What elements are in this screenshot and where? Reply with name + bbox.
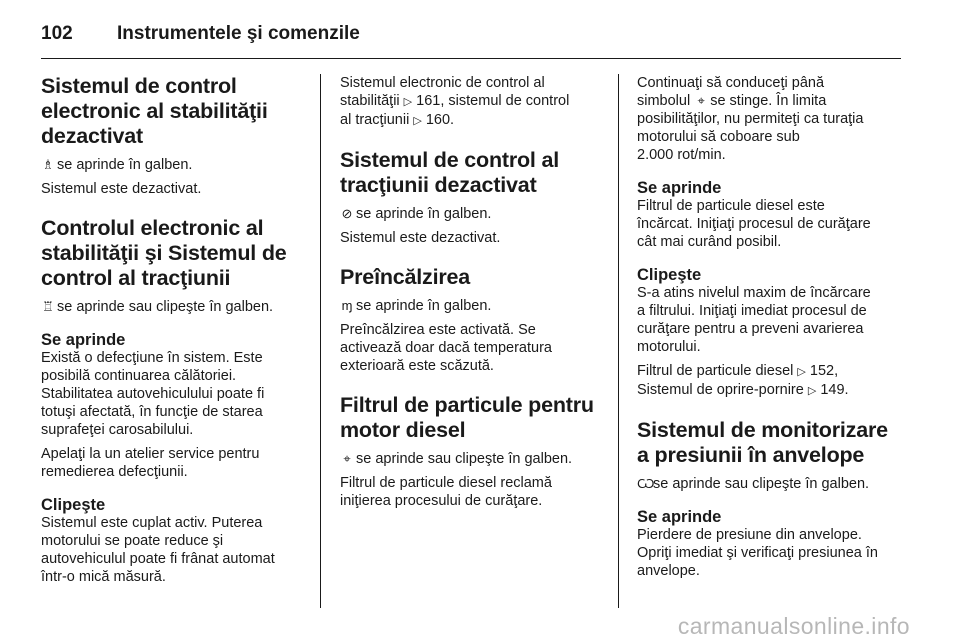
- page-header: [41, 14, 360, 54]
- dpf-icon: ⌖: [697, 93, 705, 108]
- subheading-lit: Se aprinde: [637, 179, 722, 197]
- preheat-icon: ɱ: [341, 298, 353, 313]
- column-1: [41, 74, 306, 592]
- stability-refs-text: Sistemul electronic de control al stabilităţii ▷ 161, sistemul de control al tracţiunii ▷ 160.: [340, 75, 570, 128]
- column-divider-1: [320, 74, 321, 608]
- lit-text: Există o defecţiune în sistem. Este posibilă continuarea călătoriei. Stabilitatea autovehiculului poate fi totuşi afectată, în funcţie de starea suprafeţei carosabilului.: [41, 350, 265, 438]
- tpms-lit-text: Pierdere de presiune din anvelope. Opriţi imediat şi verificaţi presiunea în anvelope.: [637, 527, 878, 579]
- dpf-info-text: Filtrul de particule diesel reclamă iniţierea procesului de curăţare.: [340, 475, 552, 509]
- page-title: Instrumentele şi comenzile: [117, 23, 360, 44]
- dpf-refs-text: Filtrul de particule diesel ▷ 152, Sistemul de oprire-pornire ▷ 149.: [637, 363, 849, 398]
- continue-driving-text: Continuaţi să conduceţi până simbolul ⌖ se stinge. În limita posibilităţilor, nu permiteţi ca turaţia motorului să coboare sub 2.000 rot/min.: [637, 75, 864, 163]
- dpf-blink-text: S-a atins nivelul maxim de încărcare a filtrului. Iniţiaţi imediat procesul de curăţare pentru a preveni avarierea motorului.: [637, 285, 871, 355]
- header-rule: [41, 58, 901, 59]
- tpms-icon: Ѡ: [637, 476, 655, 491]
- page-ref-arrow-icon: ▷: [403, 96, 413, 108]
- esc-off-icon: ♗: [42, 157, 54, 172]
- page-ref-arrow-icon: ▷: [797, 366, 806, 378]
- column-3: [637, 74, 905, 586]
- column-2: [340, 74, 608, 516]
- service-text: Apelaţi la un atelier service pentru remedierea defecţiunii.: [41, 446, 260, 480]
- tc-off-lamp-text: ⊘ se aprinde în galben.: [341, 206, 492, 222]
- blink-text: Sistemul este cuplat activ. Puterea motorului se poate reduce şi autovehiculul poate fi frânat automat într-o mică măsură.: [41, 515, 275, 585]
- esc-off-state-text: Sistemul este dezactivat.: [41, 181, 202, 197]
- column-divider-2: [618, 74, 619, 608]
- dpf-icon: ⌖: [343, 451, 351, 466]
- tpms-lamp-text: Ѡse aprinde sau clipeşte în galben.: [637, 476, 870, 492]
- heading-preheat: Preîncălzirea: [340, 265, 471, 289]
- tc-off-state-text: Sistemul este dezactivat.: [340, 230, 501, 246]
- tc-off-icon: ⊘: [341, 206, 353, 221]
- page-ref-arrow-icon: ▷: [807, 385, 817, 397]
- subheading-blink: Clipeşte: [637, 266, 702, 284]
- subheading-lit: Se aprinde: [637, 508, 722, 526]
- subheading-blink: Clipeşte: [41, 496, 106, 514]
- subheading-lit: Se aprinde: [41, 331, 126, 349]
- heading-esc-tc: Controlul electronic al stabilităţii şi Sistemul de control al tracţiunii: [41, 216, 287, 290]
- dpf-lit-text: Filtrul de particule diesel este încărcat. Iniţiaţi procesul de curăţare cât mai curând posibil.: [637, 198, 871, 250]
- preheat-lamp-text: ɱ se aprinde în galben.: [341, 298, 492, 314]
- esc-tc-lamp-text: ♖ se aprinde sau clipeşte în galben.: [42, 299, 274, 315]
- watermark: carmanualsonline.info: [677, 613, 910, 639]
- esc-off-lamp-text: ♗ se aprinde în galben.: [42, 157, 193, 173]
- heading-dpf: Filtrul de particule pentru motor diesel: [340, 393, 594, 442]
- esc-tc-icon: ♖: [42, 299, 54, 314]
- heading-tc-off: Sistemul de control al tracţiunii dezactivat: [340, 148, 560, 197]
- heading-esc-off: Sistemul de control electronic al stabilităţii dezactivat: [41, 74, 268, 148]
- preheat-info-text: Preîncălzirea este activată. Se activează doar dacă temperatura exterioară este scăzută.: [340, 322, 552, 374]
- heading-tpms: Sistemul de monitorizare a presiunii în anvelope: [637, 418, 888, 467]
- page-ref-arrow-icon: ▷: [413, 115, 422, 127]
- page-number: 102: [41, 23, 73, 44]
- dpf-lamp-text: ⌖ se aprinde sau clipeşte în galben.: [340, 450, 608, 468]
